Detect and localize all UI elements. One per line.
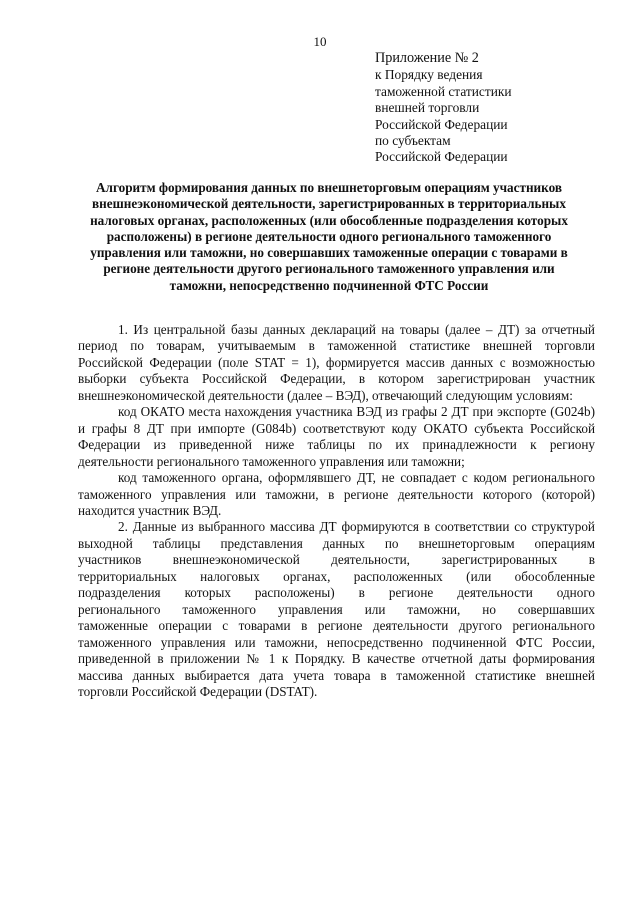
body-line: подразделения которых расположены) в регионе деятельности одного bbox=[78, 585, 595, 601]
body-line: приведенной в приложении № 1 к Порядку. В качестве отчетной даты формирования bbox=[78, 651, 595, 667]
body-line: таможенные операции с товарами в регионе деятельности другого регионального bbox=[78, 618, 595, 634]
body-line: регионального таможенного управления или таможни, но совершавших bbox=[78, 601, 595, 617]
body-line: выходной таблицы представления данных по внешнеторговым операциям bbox=[78, 535, 595, 551]
appendix-title: Приложение № 2 bbox=[375, 50, 479, 66]
title-line: управления или таможни, но совершавших таможенные операции с товарами в bbox=[90, 245, 568, 261]
title-line: таможни, непосредственно подчиненной ФТС России bbox=[169, 277, 489, 293]
document-body bbox=[78, 322, 595, 700]
body-line: таможенного управления или таможни, в регионе деятельности которого (которой) bbox=[78, 486, 595, 502]
body-line: внешнеэкономической деятельности (далее – ВЭД), отвечающий следующим условиям: bbox=[78, 387, 573, 403]
title-line: внешнеэкономической деятельности, зарегистрированных в территориальных bbox=[92, 196, 566, 212]
appendix-line: таможенной статистики bbox=[375, 83, 512, 99]
body-line: Федерации из приведенной ниже таблицы по их принадлежности к региону bbox=[78, 437, 595, 453]
body-line: массива данных выбирается дата учета товара в таможенной статистике внешней bbox=[78, 667, 595, 683]
appendix-line: внешней торговли bbox=[375, 100, 480, 116]
title-line: регионе деятельности другого регионального таможенного управления или bbox=[103, 261, 555, 277]
title-line: Алгоритм формирования данных по внешнеторговым операциям участников bbox=[96, 180, 562, 195]
appendix-line: Российской Федерации bbox=[375, 116, 508, 132]
body-line: деятельности регионального таможенного управления или таможни; bbox=[78, 453, 465, 469]
body-line: выборки субъекта Российской Федерации, в котором зарегистрирован участник bbox=[78, 371, 595, 387]
body-line: таможенного управления или таможни, непосредственно подчиненной ФТС России, bbox=[78, 634, 595, 650]
body-line: находится участник ВЭД. bbox=[78, 502, 222, 518]
appendix-line: по субъектам bbox=[375, 133, 451, 149]
body-line: Российской Федерации (поле STAT = 1), формируется массив данных с возможностью bbox=[78, 354, 595, 370]
body-line: код ОКАТО места нахождения участника ВЭД из графы 2 ДТ при экспорте (G024b) bbox=[118, 404, 595, 420]
appendix-line: к Порядку ведения bbox=[375, 67, 483, 83]
document-title bbox=[84, 180, 574, 294]
title-line: налоговых органах, расположенных (или обособленные подразделения которых bbox=[90, 212, 568, 228]
body-line: территориальных налоговых органах, расположенных (или обособленные bbox=[78, 568, 595, 584]
title-line: расположены) в регионе деятельности одного регионального таможенного bbox=[106, 228, 552, 244]
body-line: 1. Из центральной базы данных деклараций на товары (далее – ДТ) за отчетный bbox=[118, 322, 595, 337]
body-line: торговли Российской Федерации (DSTAT). bbox=[78, 683, 318, 699]
appendix-header bbox=[375, 50, 512, 166]
appendix-line: Российской Федерации bbox=[375, 149, 508, 165]
body-line: период по товарам, учитываемым в таможенной статистике внешней торговли bbox=[78, 338, 595, 354]
page-number: 10 bbox=[313, 34, 327, 49]
body-line: и графы 8 ДТ при импорте (G084b) соответствуют коду ОКАТО субъекта Российской bbox=[78, 420, 595, 436]
body-line: участников внешнеэкономической деятельности, зарегистрированных в bbox=[78, 552, 595, 568]
body-line: 2. Данные из выбранного массива ДТ формируются в соответствии со структурой bbox=[118, 519, 595, 535]
body-line: код таможенного органа, оформлявшего ДТ, не совпадает с кодом регионального bbox=[118, 470, 595, 486]
